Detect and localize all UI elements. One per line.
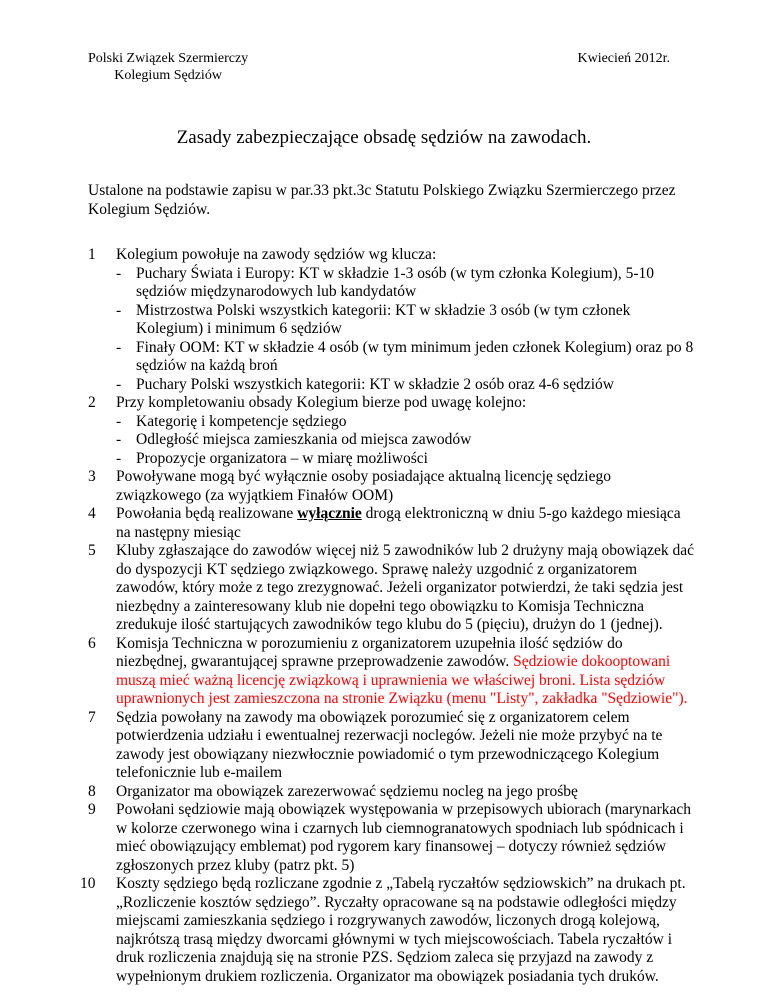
item-text: Organizator ma obowiązek zarezerwować sędziemu nocleg na jego prośbę bbox=[116, 782, 578, 800]
item-number: 2 bbox=[88, 394, 96, 411]
sub-item: - Propozycje organizatora – w miarę możliwości bbox=[116, 449, 428, 467]
item-number: 10 bbox=[80, 875, 96, 892]
list-item-4 bbox=[88, 505, 696, 542]
list-item-6 bbox=[88, 635, 696, 709]
sub-item: - Odległość miejsca zamieszkania od miejsca zawodów bbox=[116, 431, 472, 448]
item-number: 4 bbox=[88, 505, 96, 522]
list-item-8 bbox=[88, 783, 696, 802]
list-item-5 bbox=[88, 542, 696, 635]
item-number: 9 bbox=[88, 801, 96, 818]
item-number: 5 bbox=[88, 542, 96, 559]
list-item-1 bbox=[88, 246, 696, 394]
sub-item: - Puchary Świata i Europy: KT w składzie 1-3 osób (w tym członka Kolegium), 5-10 sędziów międzynarodowych lub kandydatów bbox=[116, 264, 655, 300]
item-text: Komisja Techniczna w porozumieniu z organizatorem uzupełnia ilość sędziów do niezbędnej, gwarantującej sprawne przeprowadzenie zawodów. Sędziowie dokooptowani muszą mieć ważną licencję związkową i uprawnienia we właściwej broni. Lista sędziów uprawnionych jest zamieszczona na stronie Związku (menu "Listy", zakładka "Sędziowie"). bbox=[116, 634, 688, 707]
item-number: 8 bbox=[88, 782, 96, 800]
sub-item: - Mistrzostwa Polski wszystkich kategorii: KT w składzie 3 osób (w tym członek Kolegium) i minimum 6 sędziów bbox=[116, 301, 631, 337]
emphasis-word: wyłącznie bbox=[297, 505, 362, 522]
list-item-7 bbox=[88, 709, 696, 783]
item-text: Powołania będą realizowane wyłącznie drogą elektroniczną w dniu 5-go każdego miesiąca na następny miesiąc bbox=[116, 505, 681, 541]
list-item-2 bbox=[88, 394, 696, 468]
item-text: Kluby zgłaszające do zawodów więcej niż 5 zawodników lub 2 drużyny mają obowiązek dać do dyspozycji KT sędziego związkowego. Sprawę należy uzgodnić z organizatorem zawodów, który może z tego zrezygnować. Jeżeli organizator potwierdzi, że taki sędzia jest niezbędny a zainteresowany klub nie dopełni tego obowiązku to Komisja Techniczna zredukuje ilość startujących zawodników tego klubu do 5 (pięciu), drużyn do 1 (jednej). bbox=[116, 542, 695, 633]
document-title: Zasady zabezpieczające obsadę sędziów na zawodach. bbox=[176, 127, 592, 148]
item-text: Kolegium powołuje na zawody sędziów wg klucza: bbox=[116, 246, 437, 263]
rules-list bbox=[80, 246, 696, 986]
organization-unit: Kolegium Sędziów bbox=[114, 68, 222, 83]
item-number: 7 bbox=[88, 708, 96, 726]
item-text: Sędzia powołany na zawody ma obowiązek porozumieć się z organizatorem celem potwierdzenia udziału i ewentualnej rezerwacji noclegów. Jeżeli nie może przybyć na te zawody jest obowiązany niezwłocznie powiadomić o tym przewodniczącego Kolegium telefonicznie lub e-mailem bbox=[116, 708, 663, 781]
item-text: Powołani sędziowie mają obowiązek występowania w przepisowych ubiorach (marynarkach w kolorze czerwonego wina i czarnych lub ciemnogranatowych spodniach lub spódnicach i mieć obowiązujący emblemat) pod rygorem kary finansowej – dotyczy również sędziów zgłoszonych przez kluby (patrz pkt. 5) bbox=[116, 801, 692, 874]
item-text: Koszty sędziego będą rozliczane zgodnie z „Tabelą ryczałtów sędziowskich” na drukach pt. „Rozliczenie kosztów sędziego”. Ryczałty opracowane są na podstawie odległości między miejscami zamieszkania sędziego i rozgrywanych zawodów, liczonych drogą kolejową, najkrótszą trasą między dworcami głównymi w tych miejscowościach. Tabela ryczałtów i druk rozliczenia znajdują się na stronie PZS. Sędziom zaleca się przyjazd na zawody z wypełnionym drukiem rozliczenia. Organizator ma obowiązek posiadania tych druków. bbox=[116, 875, 686, 985]
intro-paragraph: Ustalone na podstawie zapisu w par.33 pkt.3c Statutu Polskiego Związku Szermierczego przez Kolegium Sędziów. bbox=[88, 182, 676, 218]
organization-name: Polski Związek Szermierczy bbox=[88, 51, 249, 66]
organization-header bbox=[88, 50, 248, 84]
sub-item: - Kategorię i kompetencje sędziego bbox=[116, 412, 347, 430]
document-date: Kwiecień 2012r. bbox=[577, 51, 670, 66]
sub-item: - Puchary Polski wszystkich kategorii: KT w składzie 2 osób oraz 4-6 sędziów bbox=[116, 375, 614, 393]
sub-item: - Finały OOM: KT w składzie 4 osób (w tym minimum jeden członek Kolegium) oraz po 8 sędziów na każdą broń bbox=[116, 338, 694, 374]
item-text: Powoływane mogą być wyłącznie osoby posiadające aktualną licencję sędziego związkowego (za wyjątkiem Finałów OOM) bbox=[116, 468, 611, 504]
list-item-9 bbox=[88, 801, 696, 875]
list-item-3 bbox=[88, 468, 696, 505]
highlighted-text: Sędziowie dokooptowani muszą mieć ważną licencję związkową i uprawnienia we właściwej broni. Lista sędziów uprawnionych jest zamieszczona na stronie Związku (menu "Listy", zakładka "Sędziowie"). bbox=[116, 653, 688, 707]
list-item-10 bbox=[80, 875, 696, 986]
item-number: 1 bbox=[88, 246, 96, 263]
item-text: Przy kompletowaniu obsady Kolegium bierze pod uwagę kolejno: bbox=[116, 394, 527, 411]
item-number: 6 bbox=[88, 634, 96, 652]
item-number: 3 bbox=[88, 468, 96, 485]
